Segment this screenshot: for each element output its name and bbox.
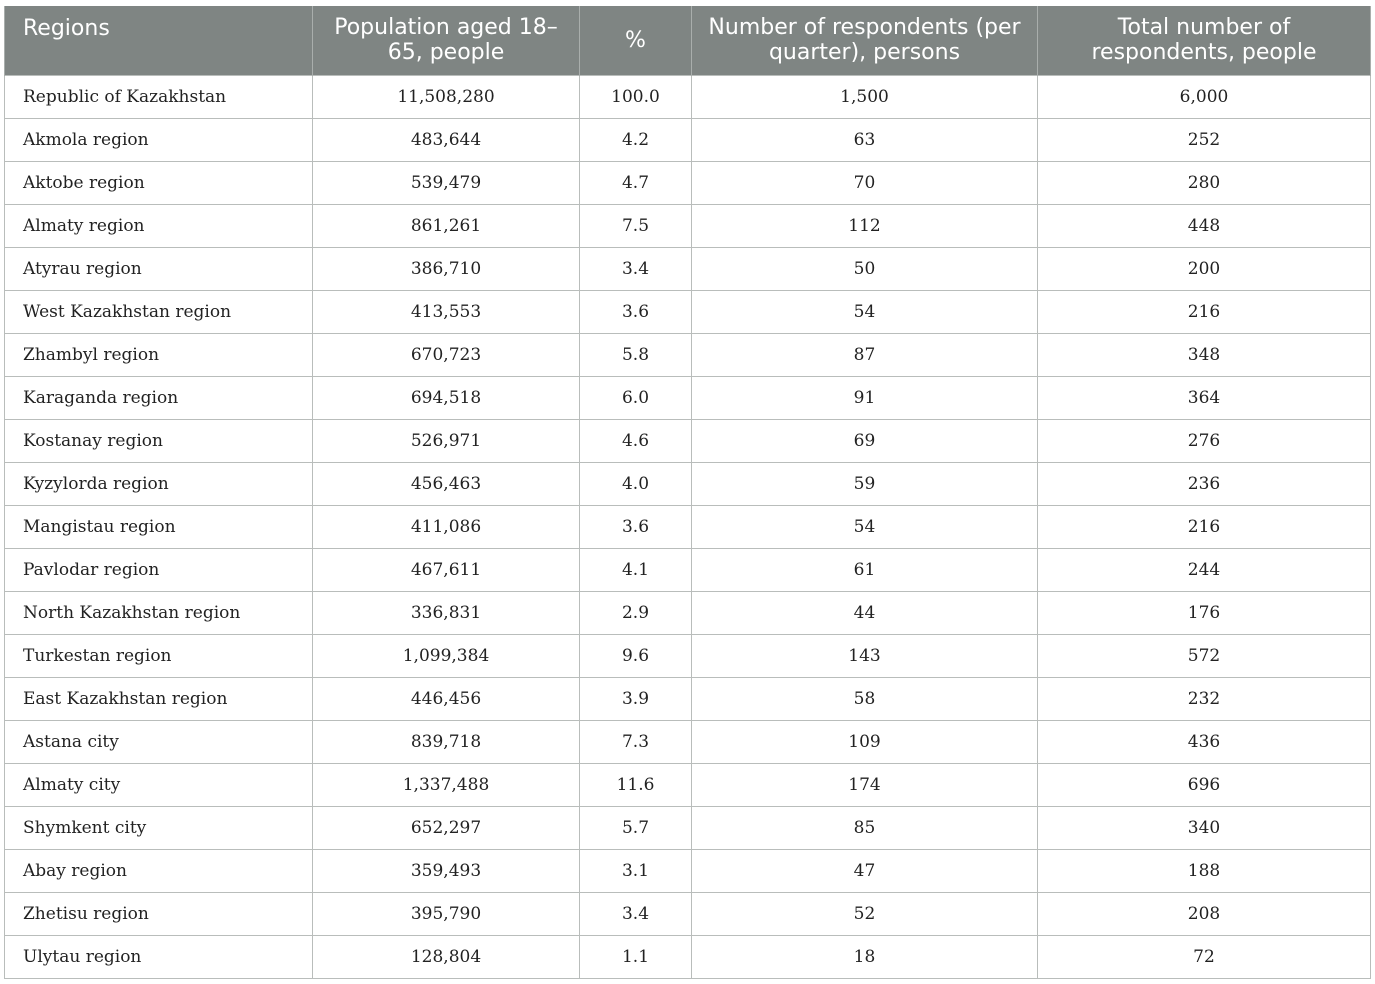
- respondents-per-quarter-cell: 61: [692, 548, 1038, 591]
- region-cell: Abay region: [5, 849, 313, 892]
- region-cell: Kostanay region: [5, 419, 313, 462]
- total-respondents-cell: 448: [1038, 204, 1371, 247]
- percent-cell: 1.1: [580, 935, 692, 978]
- population-cell: 483,644: [313, 118, 580, 161]
- table-body: [5, 75, 1371, 978]
- total-respondents-cell: 280: [1038, 161, 1371, 204]
- percent-cell: 11.6: [580, 763, 692, 806]
- respondents-per-quarter-cell: 50: [692, 247, 1038, 290]
- region-respondents-table-container: [4, 6, 1370, 979]
- respondents-per-quarter-cell: 52: [692, 892, 1038, 935]
- total-respondents-cell: 696: [1038, 763, 1371, 806]
- region-cell: Almaty region: [5, 204, 313, 247]
- table-row: [5, 75, 1371, 118]
- total-respondents-cell: 364: [1038, 376, 1371, 419]
- respondents-per-quarter-cell: 1,500: [692, 75, 1038, 118]
- percent-cell: 7.3: [580, 720, 692, 763]
- respondents-per-quarter-cell: 54: [692, 505, 1038, 548]
- region-cell: Republic of Kazakhstan: [5, 75, 313, 118]
- population-cell: 359,493: [313, 849, 580, 892]
- header-percent: %: [580, 6, 692, 75]
- table-row: [5, 548, 1371, 591]
- region-cell: Zhetisu region: [5, 892, 313, 935]
- table-row: [5, 935, 1371, 978]
- percent-cell: 3.1: [580, 849, 692, 892]
- population-cell: 1,337,488: [313, 763, 580, 806]
- region-cell: Atyrau region: [5, 247, 313, 290]
- table-row: [5, 462, 1371, 505]
- region-cell: Mangistau region: [5, 505, 313, 548]
- table-row: [5, 161, 1371, 204]
- percent-cell: 6.0: [580, 376, 692, 419]
- header-respondents-per-quarter: Number of respondents (per quarter), persons: [692, 6, 1038, 75]
- percent-cell: 3.6: [580, 505, 692, 548]
- population-cell: 413,553: [313, 290, 580, 333]
- table-row: [5, 763, 1371, 806]
- percent-cell: 4.1: [580, 548, 692, 591]
- population-cell: 861,261: [313, 204, 580, 247]
- table-row: [5, 806, 1371, 849]
- respondents-per-quarter-cell: 59: [692, 462, 1038, 505]
- region-cell: Pavlodar region: [5, 548, 313, 591]
- population-cell: 446,456: [313, 677, 580, 720]
- total-respondents-cell: 208: [1038, 892, 1371, 935]
- total-respondents-cell: 340: [1038, 806, 1371, 849]
- region-cell: Kyzylorda region: [5, 462, 313, 505]
- respondents-per-quarter-cell: 70: [692, 161, 1038, 204]
- percent-cell: 2.9: [580, 591, 692, 634]
- respondents-per-quarter-cell: 58: [692, 677, 1038, 720]
- total-respondents-cell: 6,000: [1038, 75, 1371, 118]
- population-cell: 411,086: [313, 505, 580, 548]
- region-cell: North Kazakhstan region: [5, 591, 313, 634]
- table-row: [5, 290, 1371, 333]
- percent-cell: 4.2: [580, 118, 692, 161]
- population-cell: 456,463: [313, 462, 580, 505]
- region-cell: East Kazakhstan region: [5, 677, 313, 720]
- respondents-per-quarter-cell: 87: [692, 333, 1038, 376]
- population-cell: 539,479: [313, 161, 580, 204]
- total-respondents-cell: 232: [1038, 677, 1371, 720]
- table-row: [5, 634, 1371, 677]
- table-row: [5, 591, 1371, 634]
- percent-cell: 5.8: [580, 333, 692, 376]
- percent-cell: 3.4: [580, 247, 692, 290]
- respondents-per-quarter-cell: 109: [692, 720, 1038, 763]
- percent-cell: 4.0: [580, 462, 692, 505]
- total-respondents-cell: 216: [1038, 290, 1371, 333]
- percent-cell: 3.9: [580, 677, 692, 720]
- population-cell: 670,723: [313, 333, 580, 376]
- percent-cell: 4.6: [580, 419, 692, 462]
- respondents-per-quarter-cell: 44: [692, 591, 1038, 634]
- respondents-per-quarter-cell: 174: [692, 763, 1038, 806]
- population-cell: 395,790: [313, 892, 580, 935]
- population-cell: 11,508,280: [313, 75, 580, 118]
- table-row: [5, 720, 1371, 763]
- region-cell: Turkestan region: [5, 634, 313, 677]
- population-cell: 694,518: [313, 376, 580, 419]
- total-respondents-cell: 200: [1038, 247, 1371, 290]
- population-cell: 336,831: [313, 591, 580, 634]
- respondents-per-quarter-cell: 18: [692, 935, 1038, 978]
- table-row: [5, 204, 1371, 247]
- total-respondents-cell: 216: [1038, 505, 1371, 548]
- region-cell: Aktobe region: [5, 161, 313, 204]
- header-row: [5, 6, 1371, 75]
- header-population: Population aged 18–65, people: [313, 6, 580, 75]
- total-respondents-cell: 436: [1038, 720, 1371, 763]
- table-row: [5, 505, 1371, 548]
- region-cell: Almaty city: [5, 763, 313, 806]
- table-row: [5, 892, 1371, 935]
- population-cell: 839,718: [313, 720, 580, 763]
- region-cell: Karaganda region: [5, 376, 313, 419]
- respondents-per-quarter-cell: 54: [692, 290, 1038, 333]
- table-row: [5, 849, 1371, 892]
- region-respondents-table: [4, 6, 1371, 979]
- total-respondents-cell: 572: [1038, 634, 1371, 677]
- table-row: [5, 333, 1371, 376]
- percent-cell: 9.6: [580, 634, 692, 677]
- population-cell: 128,804: [313, 935, 580, 978]
- region-cell: Ulytau region: [5, 935, 313, 978]
- population-cell: 652,297: [313, 806, 580, 849]
- region-cell: West Kazakhstan region: [5, 290, 313, 333]
- population-cell: 526,971: [313, 419, 580, 462]
- percent-cell: 100.0: [580, 75, 692, 118]
- respondents-per-quarter-cell: 85: [692, 806, 1038, 849]
- percent-cell: 3.4: [580, 892, 692, 935]
- total-respondents-cell: 188: [1038, 849, 1371, 892]
- population-cell: 1,099,384: [313, 634, 580, 677]
- header-total-respondents: Total number of respondents, people: [1038, 6, 1371, 75]
- total-respondents-cell: 276: [1038, 419, 1371, 462]
- table-row: [5, 376, 1371, 419]
- population-cell: 386,710: [313, 247, 580, 290]
- table-row: [5, 118, 1371, 161]
- respondents-per-quarter-cell: 143: [692, 634, 1038, 677]
- population-cell: 467,611: [313, 548, 580, 591]
- total-respondents-cell: 236: [1038, 462, 1371, 505]
- total-respondents-cell: 348: [1038, 333, 1371, 376]
- table-row: [5, 677, 1371, 720]
- respondents-per-quarter-cell: 91: [692, 376, 1038, 419]
- table-header: [5, 6, 1371, 75]
- percent-cell: 7.5: [580, 204, 692, 247]
- total-respondents-cell: 72: [1038, 935, 1371, 978]
- header-regions: Regions: [5, 6, 313, 75]
- region-cell: Astana city: [5, 720, 313, 763]
- respondents-per-quarter-cell: 47: [692, 849, 1038, 892]
- table-row: [5, 419, 1371, 462]
- percent-cell: 3.6: [580, 290, 692, 333]
- respondents-per-quarter-cell: 69: [692, 419, 1038, 462]
- region-cell: Zhambyl region: [5, 333, 313, 376]
- table-row: [5, 247, 1371, 290]
- percent-cell: 5.7: [580, 806, 692, 849]
- percent-cell: 4.7: [580, 161, 692, 204]
- region-cell: Akmola region: [5, 118, 313, 161]
- respondents-per-quarter-cell: 112: [692, 204, 1038, 247]
- respondents-per-quarter-cell: 63: [692, 118, 1038, 161]
- region-cell: Shymkent city: [5, 806, 313, 849]
- total-respondents-cell: 176: [1038, 591, 1371, 634]
- total-respondents-cell: 252: [1038, 118, 1371, 161]
- total-respondents-cell: 244: [1038, 548, 1371, 591]
